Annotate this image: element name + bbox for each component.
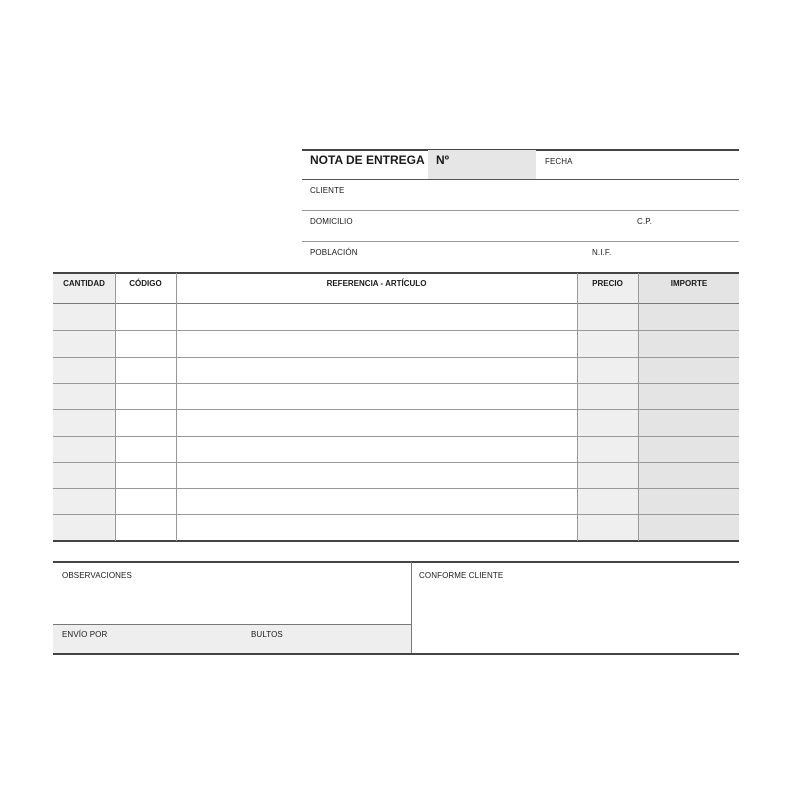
table-row[interactable] <box>53 462 739 463</box>
header-rule-2 <box>302 210 739 211</box>
address-label: DOMICILIO <box>310 217 353 226</box>
column-header-quantity: CANTIDAD <box>63 279 105 288</box>
table-row[interactable] <box>53 357 739 358</box>
quantity-column-shade <box>53 273 115 541</box>
table-row[interactable] <box>53 514 739 515</box>
column-header-amount: IMPORTE <box>670 279 708 288</box>
price-column-shade <box>577 273 638 541</box>
postal-code-label: C.P. <box>637 217 652 226</box>
table-row[interactable] <box>53 383 739 384</box>
table-row[interactable] <box>53 330 739 331</box>
header-rule-3 <box>302 241 739 242</box>
footer-divider <box>411 562 412 653</box>
column-divider <box>638 273 639 541</box>
observations-label: OBSERVACIONES <box>62 571 132 580</box>
client-conformity-label: CONFORME CLIENTE <box>419 571 504 580</box>
header-rule-1 <box>302 179 739 180</box>
tax-id-label: N.I.F. <box>592 248 612 257</box>
footer-top-rule <box>53 561 739 563</box>
column-header-reference: REFERENCIA - ARTÍCULO <box>326 279 427 288</box>
town-label: POBLACIÓN <box>310 248 358 257</box>
shipping-rule <box>53 624 411 625</box>
table-row[interactable] <box>53 436 739 437</box>
date-label: FECHA <box>545 157 573 166</box>
document-title: NOTA DE ENTREGA <box>310 153 425 167</box>
column-divider <box>176 273 177 541</box>
client-label: CLIENTE <box>310 186 345 195</box>
number-label: Nº <box>436 153 450 167</box>
column-header-code: CÓDIGO <box>129 279 162 288</box>
table-row[interactable] <box>53 409 739 410</box>
amount-column-shade <box>639 273 739 541</box>
table-row[interactable] <box>53 488 739 489</box>
table-bottom-rule <box>53 540 739 542</box>
table-top-rule <box>53 272 739 274</box>
column-divider <box>577 273 578 541</box>
ship-via-label: ENVÍO POR <box>62 630 108 639</box>
table-header-rule <box>53 303 739 304</box>
column-header-price: PRECIO <box>592 279 623 288</box>
column-divider <box>115 273 116 541</box>
footer-bottom-rule <box>53 653 739 655</box>
packages-label: BULTOS <box>251 630 283 639</box>
